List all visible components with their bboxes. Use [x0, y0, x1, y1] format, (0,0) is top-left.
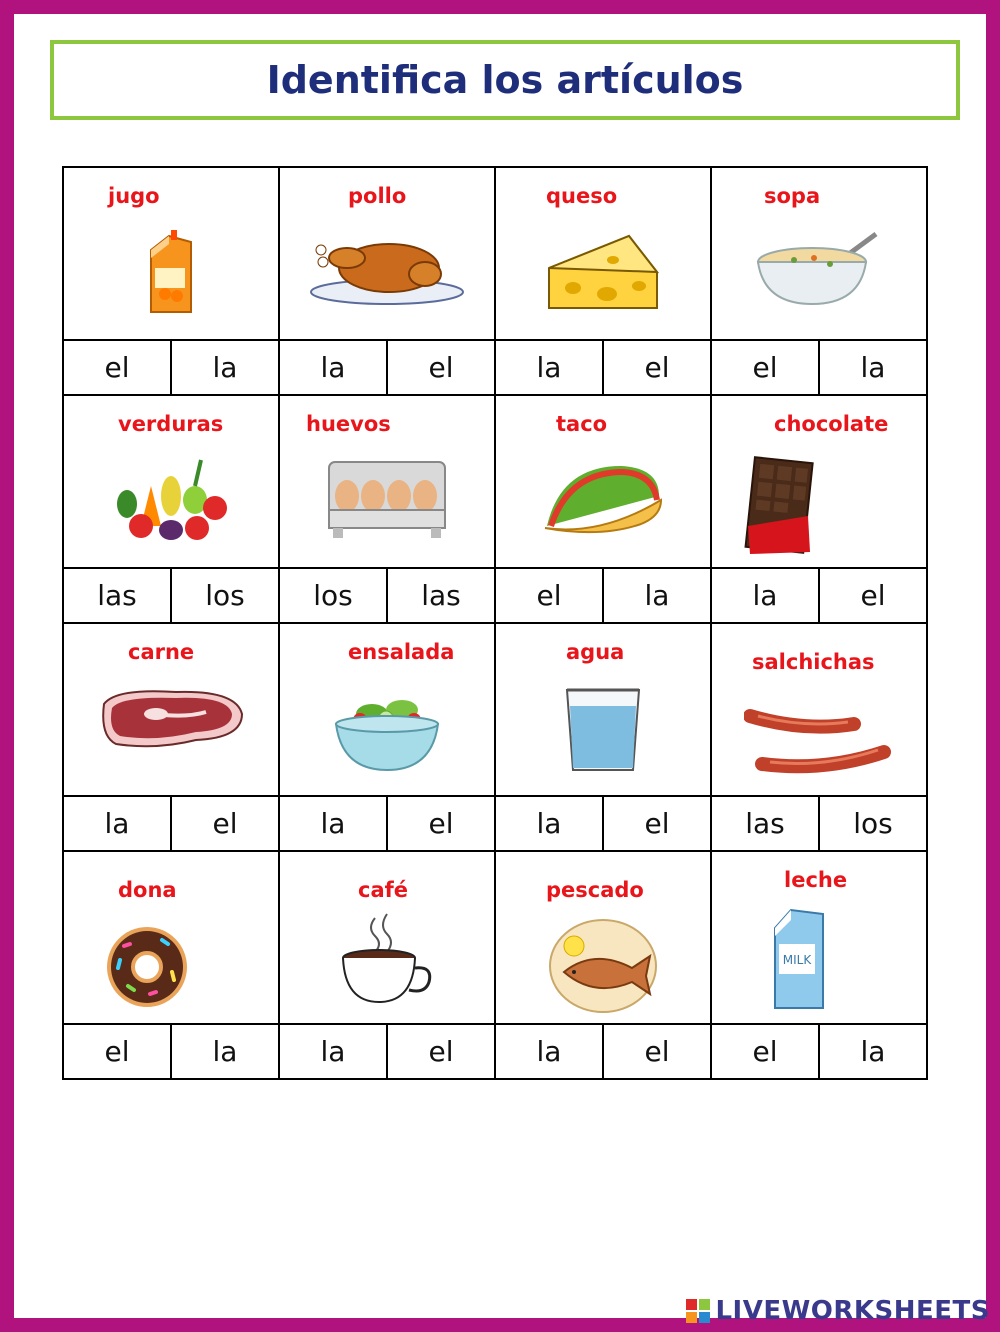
food-word: huevos: [306, 412, 391, 436]
article-option[interactable]: la: [320, 807, 346, 840]
article-option[interactable]: el: [818, 569, 926, 622]
food-word: pescado: [546, 878, 644, 902]
article-option[interactable]: las: [97, 579, 137, 612]
food-word: agua: [566, 640, 625, 664]
article-option[interactable]: las: [745, 807, 785, 840]
card-picture: [64, 852, 278, 1025]
food-word: dona: [118, 878, 177, 902]
card-jugo: [64, 168, 280, 396]
card-agua: [496, 624, 712, 852]
article-option[interactable]: el: [386, 341, 494, 394]
card-picture: [64, 624, 278, 797]
chocolate-bar-icon: [744, 456, 814, 556]
card-verduras: [64, 396, 280, 624]
worksheet: [14, 14, 986, 1318]
card-chocolate: [712, 396, 928, 624]
article-option[interactable]: el: [170, 797, 278, 850]
card-sopa: [712, 168, 928, 396]
article-option[interactable]: los: [170, 569, 278, 622]
card-leche: [712, 852, 928, 1080]
food-word: taco: [556, 412, 608, 436]
cheese-icon: [543, 228, 663, 318]
card-queso: [496, 168, 712, 396]
card-picture: [280, 168, 494, 341]
page-title: Identifica los artículos: [266, 58, 744, 102]
article-option[interactable]: las: [386, 569, 494, 622]
water-glass-icon: [563, 684, 643, 774]
card-huevos: [280, 396, 496, 624]
food-word: queso: [546, 184, 618, 208]
card-picture: [280, 852, 494, 1025]
card-picture: [64, 396, 278, 569]
card-cafe: [280, 852, 496, 1080]
food-word: carne: [128, 640, 195, 664]
article-option[interactable]: el: [386, 797, 494, 850]
article-option[interactable]: la: [818, 341, 926, 394]
card-taco: [496, 396, 712, 624]
article-option[interactable]: el: [752, 351, 778, 384]
card-picture: [496, 396, 710, 569]
food-word: pollo: [348, 184, 407, 208]
card-picture: [712, 396, 926, 569]
fish-plate-icon: [548, 918, 658, 1014]
card-picture: [496, 624, 710, 797]
steak-icon: [96, 684, 246, 754]
milk-carton-icon: [769, 904, 829, 1012]
article-option[interactable]: la: [320, 1035, 346, 1068]
roast-chicken-icon: [307, 228, 467, 308]
donut-icon: [102, 922, 192, 1012]
food-word: jugo: [108, 184, 160, 208]
article-option[interactable]: el: [752, 1035, 778, 1068]
food-word: chocolate: [774, 412, 889, 436]
food-word: sopa: [764, 184, 821, 208]
sausages-icon: [744, 702, 894, 782]
card-picture: [280, 624, 494, 797]
card-picture: [712, 852, 926, 1025]
article-option[interactable]: la: [104, 807, 130, 840]
article-option[interactable]: el: [602, 1025, 710, 1078]
article-option[interactable]: el: [386, 1025, 494, 1078]
article-option[interactable]: la: [536, 807, 562, 840]
card-carne: [64, 624, 280, 852]
article-option[interactable]: la: [320, 351, 346, 384]
liveworksheets-logo-icon: [685, 1298, 711, 1324]
card-picture: [712, 624, 926, 797]
articles-grid: [62, 166, 928, 1080]
card-picture: [64, 168, 278, 341]
food-word: ensalada: [348, 640, 455, 664]
egg-carton-icon: [325, 456, 449, 540]
card-picture: [280, 396, 494, 569]
article-option[interactable]: los: [313, 579, 353, 612]
taco-icon: [541, 456, 665, 536]
svg-text:MILK: MILK: [782, 953, 812, 967]
article-option[interactable]: el: [536, 579, 562, 612]
article-option[interactable]: la: [536, 1035, 562, 1068]
salad-bowl-icon: [332, 684, 442, 774]
card-salchichas: [712, 624, 928, 852]
card-pollo: [280, 168, 496, 396]
article-option[interactable]: la: [602, 569, 710, 622]
article-option[interactable]: la: [536, 351, 562, 384]
food-word: salchichas: [752, 650, 875, 674]
juice-box-icon: [141, 228, 201, 318]
soup-bowl-icon: [754, 228, 884, 308]
article-option[interactable]: el: [602, 797, 710, 850]
vegetables-icon: [111, 456, 231, 546]
title-box: [50, 40, 960, 120]
article-option[interactable]: la: [170, 341, 278, 394]
brand-name: LIVEWORKSHEETS: [715, 1296, 990, 1326]
card-dona: [64, 852, 280, 1080]
card-ensalada: [280, 624, 496, 852]
food-word: leche: [784, 868, 848, 892]
article-option[interactable]: los: [818, 797, 926, 850]
article-option[interactable]: la: [170, 1025, 278, 1078]
article-option[interactable]: el: [104, 1035, 130, 1068]
article-option[interactable]: el: [104, 351, 130, 384]
article-option[interactable]: el: [602, 341, 710, 394]
coffee-cup-icon: [337, 910, 437, 1010]
article-option[interactable]: la: [752, 579, 778, 612]
liveworksheets-logo: [685, 1296, 990, 1326]
food-word: verduras: [118, 412, 224, 436]
card-picture: [496, 852, 710, 1025]
article-option[interactable]: la: [818, 1025, 926, 1078]
card-picture: [496, 168, 710, 341]
food-word: café: [358, 878, 408, 902]
card-picture: [712, 168, 926, 341]
card-pescado: [496, 852, 712, 1080]
